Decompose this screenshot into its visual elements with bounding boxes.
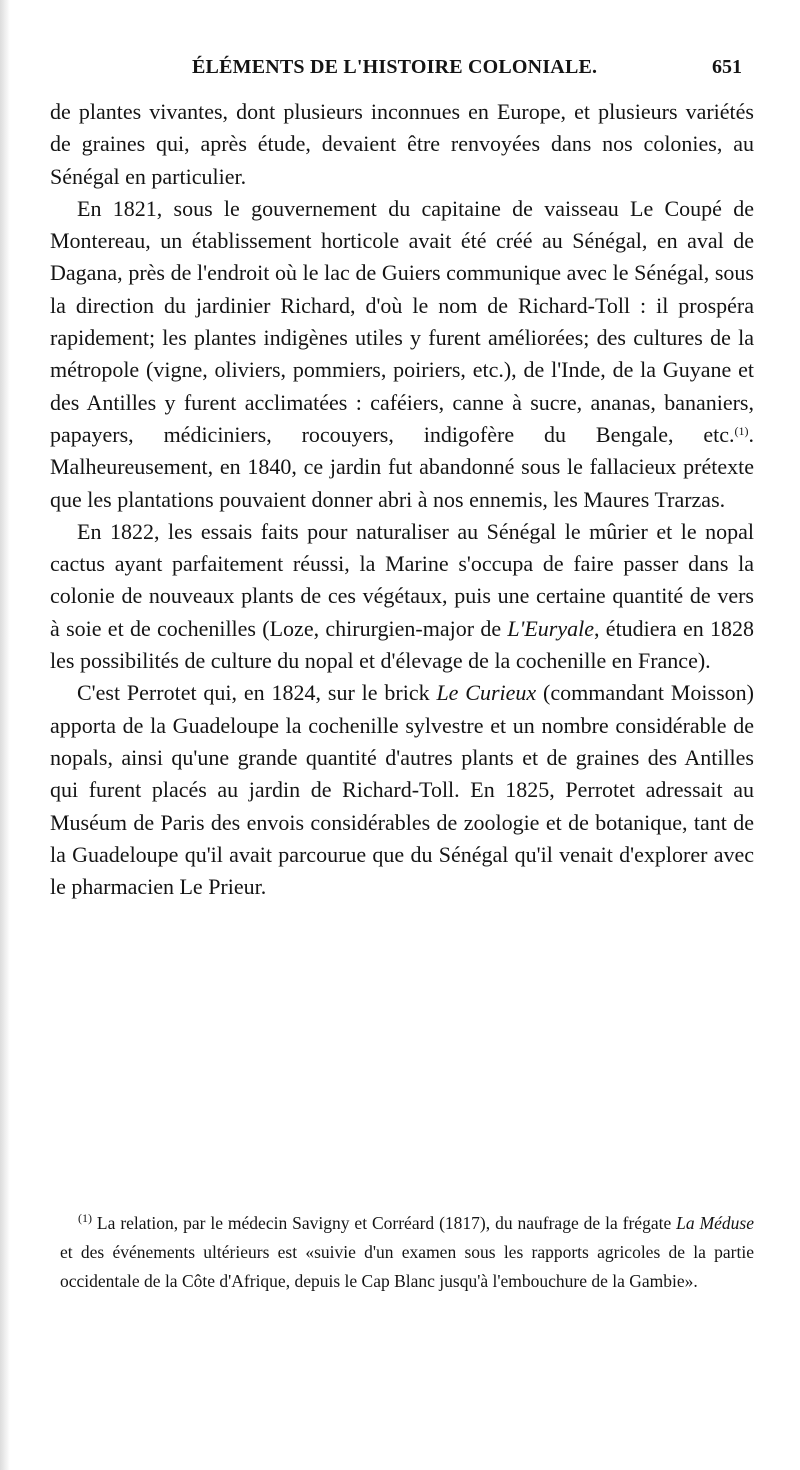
page-edge-shadow [0, 0, 10, 1470]
page-number: 651 [712, 56, 742, 78]
running-title: ÉLÉMENTS DE L'HISTOIRE COLONIALE. [192, 56, 598, 78]
paragraph [50, 516, 754, 677]
text-run: C'est Perrotet qui, en 1824, sur le brick [77, 680, 437, 706]
footnote [60, 1209, 754, 1296]
paragraph [50, 96, 754, 193]
italic-title: Le Curieux [436, 680, 537, 706]
main-text [50, 96, 754, 903]
text-run: En 1822, les essais faits pour naturaliser au Sénégal le mûrier et le nopal cactus ayant parfaitement réussi, la Marine s'occupa de faire passer dans la colonie de nouveaux plants de ces végétaux, puis une certaine quantité de vers à soie et de cochenilles (Loze, chirurgien-major de [50, 518, 754, 641]
text-run: La relation, par le médecin Savigny et Corréard (1817), du naufrage de la frégate [92, 1213, 677, 1233]
text-run: . Malheureusement, en 1840, ce jardin fut abandonné sous le fallacieux prétexte que les plantations pouvaient donner abri à nos ennemis, les Maures Trarzas. [50, 421, 754, 512]
text-run: (commandant Moisson) apporta de la Guadeloupe la cochenille sylvestre et un nombre considérable de nopals, ainsi qu'une grande quantité d'autres plants et de graines des Antilles qui furent placés au jardin de Richard-Toll. En 1825, Perrotet adressait au Muséum de Paris des envois considérables de zoologie et de botanique, tant de la Guadeloupe qu'il avait parcourue que du Sénégal qu'il venait d'explorer avec le pharmacien Le Prieur. [50, 680, 754, 900]
page-header [50, 56, 746, 86]
footnote-marker: (1) [78, 1211, 92, 1225]
paragraph [50, 193, 754, 516]
text-run: de plantes vivantes, dont plusieurs inconnues en Europe, et plusieurs variétés de graines qui, après étude, devaient être renvoyées dans nos colonies, au Sénégal en particulier. [50, 99, 754, 189]
paragraph [50, 677, 754, 903]
text-run: En 1821, sous le gouvernement du capitaine de vaisseau Le Coupé de Montereau, un établissement horticole avait été créé au Sénégal, en aval de Dagana, près de l'endroit où le lac de Guiers communique avec le Sénégal, sous la direction du jardinier Richard, d'où le nom de Richard-Toll : il prospéra rapidement; les plantes indigènes utiles y furent améliorées; des cultures de la métropole (vigne, oliviers, pommiers, poiriers, etc.), de l'Inde, de la Guyane et des Antilles y furent acclimatées : caféiers, canne à sucre, ananas, bananiers, papayers, médiciniers, rocouyers, indigofère du Bengale, etc. [50, 195, 754, 447]
text-run: et des événements ultérieurs est «suivie d'un examen sous les rapports agricoles de la partie occidentale de la Côte d'Afrique, depuis le Cap Blanc jusqu'à l'embouchure de la Gambie». [60, 1242, 754, 1291]
footnotes [60, 1209, 754, 1296]
footnote-marker: (1) [734, 423, 749, 438]
italic-title: La Méduse [676, 1213, 754, 1233]
text-run: , étudiera en 1828 les possibilités de culture du nopal et d'élevage de la cochenille en France). [50, 615, 755, 674]
italic-title: L'Euryale [507, 615, 594, 641]
